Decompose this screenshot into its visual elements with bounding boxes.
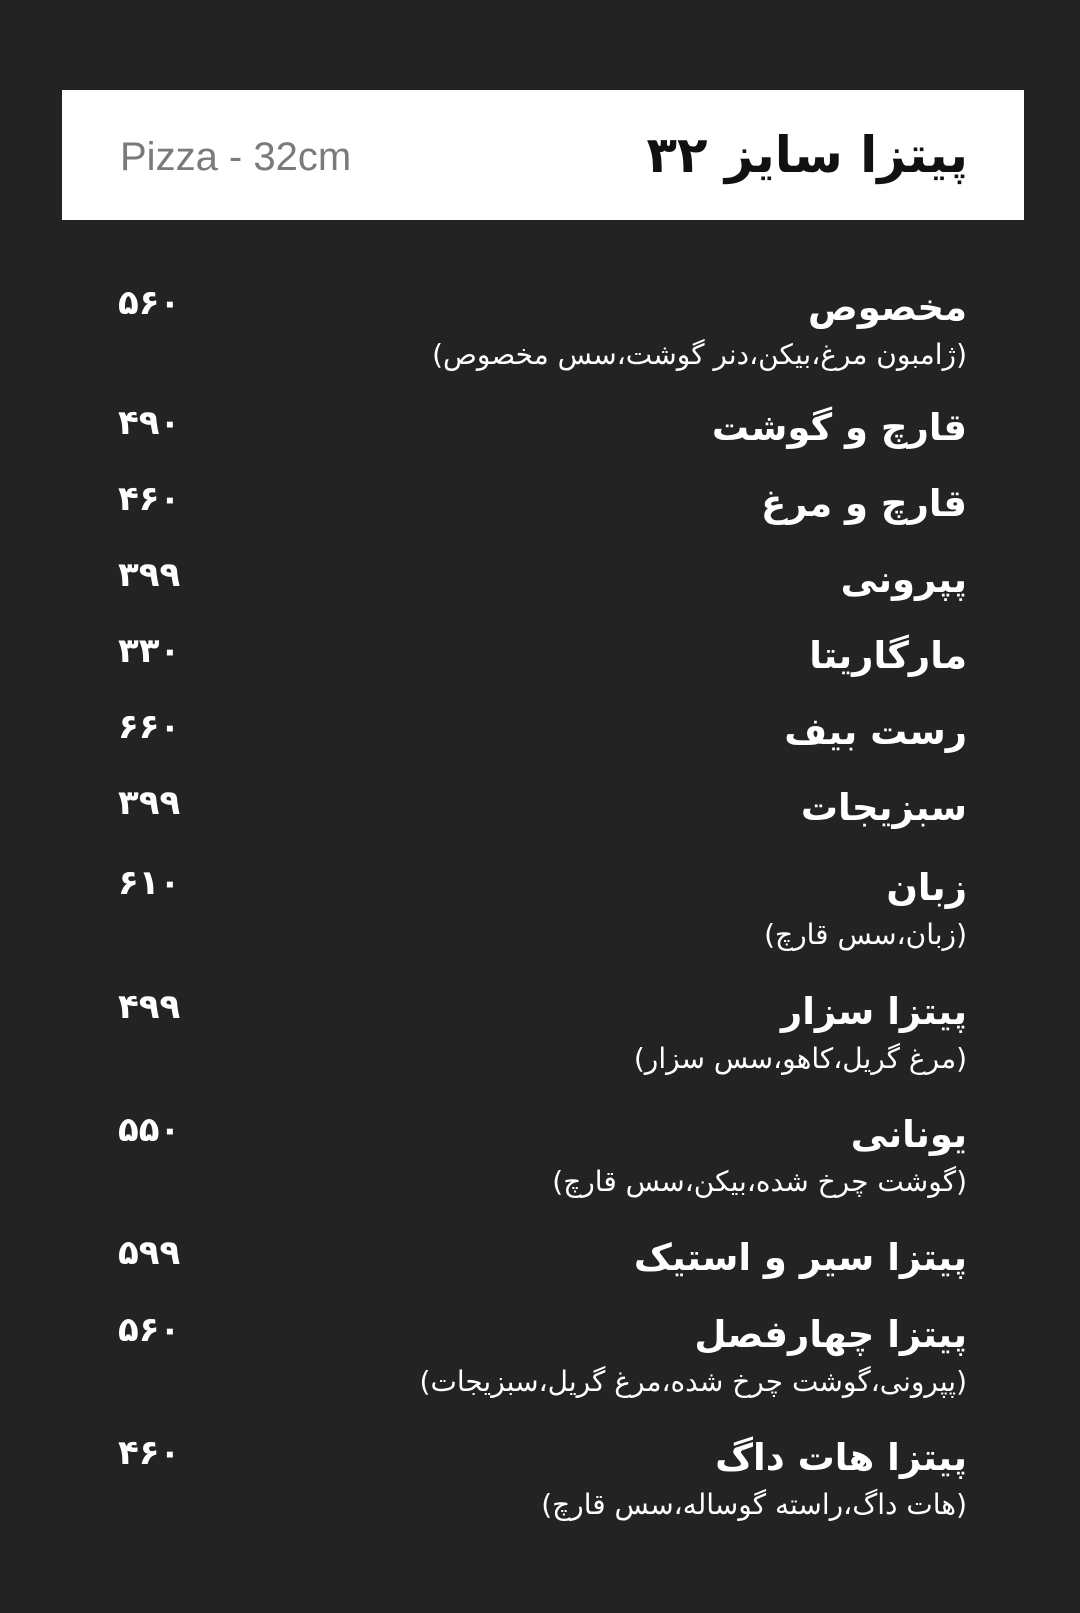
menu-item-price: ۴۹۰ — [118, 403, 181, 443]
menu-item-description: (هات داگ،راسته گوساله،سس قارچ) — [541, 1488, 967, 1521]
menu-item-description: (مرغ گریل،کاهو،سس سزار) — [633, 1042, 967, 1075]
menu-item-price: ۳۹۹ — [118, 555, 181, 595]
menu-item-name: پیتزا سزار — [780, 990, 967, 1033]
menu-item-description: (ژامبون مرغ،بیکن،دنر گوشت،سس مخصوص) — [432, 338, 967, 371]
menu-item-price: ۳۳۰ — [118, 631, 181, 671]
menu-item-name: پیتزا سیر و استیک — [633, 1236, 967, 1279]
menu-item-name: پیتزا هات داگ — [715, 1436, 967, 1479]
menu-item-name: سبزیجات — [800, 786, 967, 829]
menu-item-price: ۵۶۰ — [118, 283, 181, 323]
menu-item-name: پپرونی — [840, 558, 967, 601]
menu-item-name: پیتزا چهارفصل — [694, 1313, 967, 1356]
menu-item-name: مارگاریتا — [809, 634, 967, 677]
menu-subtitle: Pizza - 32cm — [120, 135, 352, 179]
menu-item-price: ۶۶۰ — [118, 707, 181, 747]
menu-item-name: رست بیف — [784, 710, 967, 753]
menu-title: پیتزا سایز ۳۲ — [646, 126, 968, 184]
menu-item-price: ۵۹۹ — [118, 1233, 181, 1273]
menu-item-name: یونانی — [850, 1113, 967, 1156]
menu-item-price: ۶۱۰ — [118, 863, 181, 903]
menu-item-description: (زبان،سس قارچ) — [764, 918, 967, 951]
menu-item-price: ۵۵۰ — [118, 1110, 181, 1150]
menu-item-description: (گوشت چرخ شده،بیکن،سس قارچ) — [552, 1165, 967, 1198]
menu-item-price: ۴۶۰ — [118, 1433, 181, 1473]
menu-item-price: ۴۹۹ — [118, 987, 181, 1027]
menu-item-price: ۴۶۰ — [118, 479, 181, 519]
menu-item-price: ۳۹۹ — [118, 783, 181, 823]
menu-item-name: زبان — [886, 866, 967, 909]
menu-item-price: ۵۶۰ — [118, 1310, 181, 1350]
menu-item-name: مخصوص — [807, 286, 967, 329]
menu-item-description: (پپرونی،گوشت چرخ شده،مرغ گریل،سبزیجات) — [419, 1365, 967, 1398]
menu-item-name: قارچ و گوشت — [711, 406, 967, 449]
menu-item-name: قارچ و مرغ — [760, 482, 967, 525]
